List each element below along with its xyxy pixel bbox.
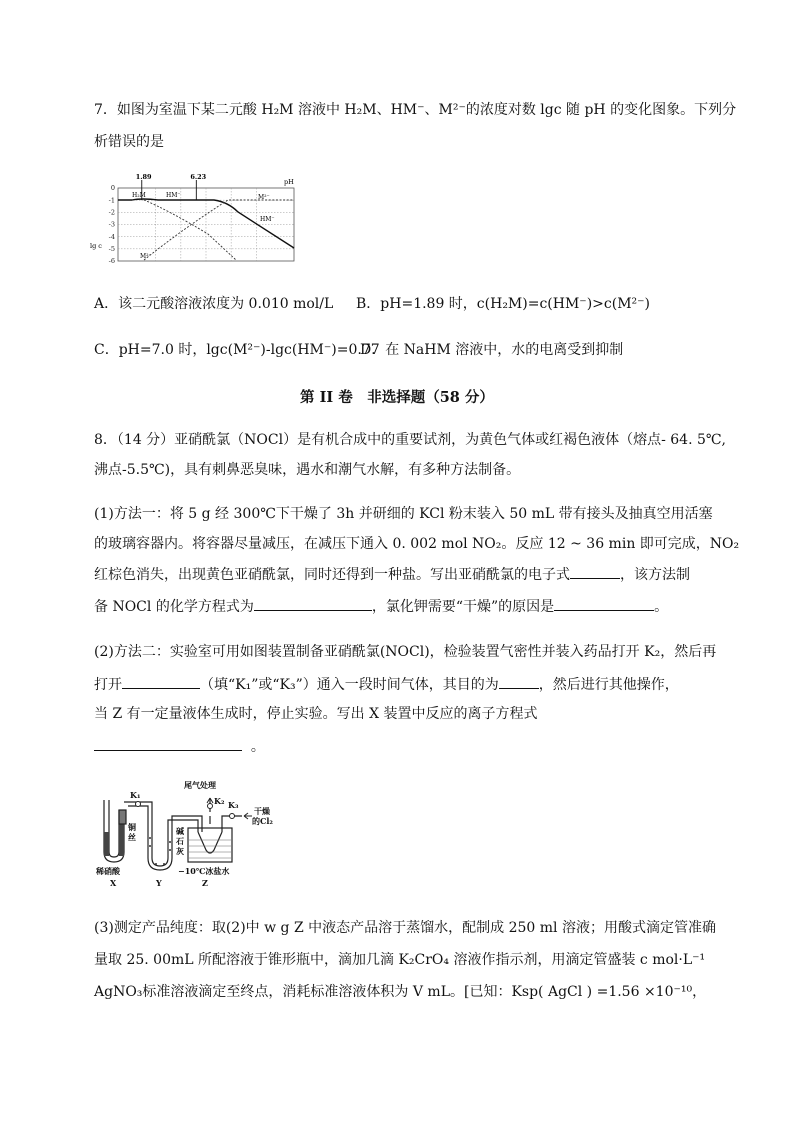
annot-m2-bottom: M²⁻ [140,253,152,260]
q8-p1-line3-text: 红棕色消失，出现黄色亚硝酰氯，同时还得到一种盐。写出亚硝酰氯的电子式 [94,567,570,583]
x-axis-label: pH [284,178,294,186]
y-tick-label: 0 [110,184,115,193]
q8-p3-line2: 量取 25. 00mL 所配溶液于锥形瓶中，滴加几滴 K₂CrO₄ 溶液作指示剂，用滴定管盛装 c mol·L⁻¹ [94,952,706,968]
q8-p2-line4 [94,736,265,757]
y-tick-label: -3 [108,220,115,229]
y-tick-label: -5 [108,245,115,254]
answer-blank-dry-reason[interactable] [554,596,654,611]
q8-p2-line4-end: 。 [250,739,265,755]
y-tick-label: -2 [108,208,115,217]
q8-intro-line2: 沸点-5.5℃)，具有刺鼻恶臭味，遇水和潮气水解，有多种方法制备。 [94,462,521,478]
y-tick-label: -1 [108,196,115,205]
q8-p1-line4-a: 备 NOCl 的化学方程式为 [94,599,254,615]
y-tick-label: -6 [108,257,115,266]
q8-p2-line2-a: 打开 [94,677,122,693]
valve-k2 [208,804,213,809]
valve-k1 [136,802,141,807]
section-title: 第 II 卷 非选择题（58 分） [300,389,494,406]
label-k1: K₁ [130,790,141,800]
z-beaker [188,828,232,862]
label-z: Z [202,878,208,888]
y-axis-label: lg c [90,242,102,250]
copper-wire [119,810,126,824]
annot-m2-top: M²⁻ [258,194,270,201]
q7-stem-line2: 析错误的是 [94,134,164,150]
annot-h2m: H₂M [132,192,146,199]
q8-p3-line3: AgNO₃标准溶液滴定至终点，消耗标准溶液体积为 V mL。[已知：Ksp( AgCl ) =1.56 ×10⁻¹⁰， [94,984,707,1000]
q8-p1-line3-end: ，该方法制 [620,567,690,583]
marker-label: 6.23 [190,173,207,181]
q8-p1-line4-b: ，氯化钾需要“干燥”的原因是 [371,599,555,615]
annot-hm-right: HM⁻ [260,216,275,223]
label-x: X [110,878,117,888]
label-k2: K₂ [214,796,225,806]
label-ice-bath: −10℃冰盐水 [178,866,230,876]
q8-p1-line2: 的玻璃容器内。将容器尽量减压，在减压下通入 0. 002 mol NO₂。反应 12 ~ 36 min 即可完成，NO₂ [94,536,740,552]
label-tail-gas: 尾气处理 [184,780,216,790]
q8-intro-line1: 8．（14 分）亚硝酰氯（NOCl）是有机合成中的重要试剂，为黄色气体或红褐色液体（熔点- 64. 5℃, [94,432,727,448]
q7-option-b: B．pH=1.89 时，c(H₂M)=c(HM⁻)>c(M²⁻) [356,296,650,312]
q8-p2-line2 [94,674,679,695]
label-dry: 干燥 [254,806,270,816]
marker-label: 1.89 [135,173,152,181]
series-curve-m2-rise [144,200,294,260]
arrow-cl2-in-icon [244,813,252,819]
label-copper-2: 丝 [128,832,136,842]
label-soda-1: 碱 [176,826,184,836]
q8-p1-line4 [94,596,668,617]
q8-p2-line3: 当 Z 有一定量液体生成时，停止实验。写出 X 装置中反应的离子方程式 [94,706,538,722]
label-y: Y [156,878,162,888]
answer-blank-ionic-equation[interactable] [94,736,242,751]
q7-stem-line1: 7．如图为室温下某二元酸 H₂M 溶液中 H₂M、HM⁻、M²⁻的浓度对数 lgc 随 pH 的变化图象。下列分 [94,102,737,118]
valve-k3 [230,814,235,819]
label-cl2: 的Cl₂ [252,816,273,826]
y-tick-label: -4 [108,232,115,241]
answer-blank-valve[interactable] [122,674,200,689]
q7-option-c: C．pH=7.0 时，lgc(M²⁻)-lgc(HM⁻)=0.77 [94,342,380,358]
q8-p1-line3 [94,564,690,585]
answer-blank-electron-formula[interactable] [570,564,620,579]
z-vtube [198,832,222,853]
q8-p1-line1: (1)方法一：将 5 g 经 300℃下干燥了 3h 并研细的 KCl 粉末装入 50 mL 带有接头及抽真空用活塞 [94,506,713,522]
apparatus-diagram [92,776,282,888]
q8-p2-line2-c: ，然后进行其他操作， [538,677,679,693]
x-acid-fill [104,832,109,856]
answer-blank-equation[interactable] [254,596,372,611]
annot-hm-top: HM⁻ [166,192,181,199]
answer-blank-purpose[interactable] [499,674,539,689]
q7-chart [88,172,308,268]
q7-option-d: D．在 NaHM 溶液中，水的电离受到抑制 [360,342,624,358]
q8-p1-line4-c: 。 [654,599,669,615]
q8-p3-line1: (3)测定产品纯度：取(2)中 w g Z 中液态产品溶于蒸馏水，配制成 250 ml 溶液；用酸式滴定管准确 [94,920,716,936]
label-dilute-acid: 稀硝酸 [96,866,120,876]
label-soda-3: 灰 [176,846,184,856]
label-copper-1: 铜 [128,822,136,832]
series-curve-h2m-decline [144,200,236,260]
q7-option-a: A．该二元酸溶液浓度为 0.010 mol/L [94,296,334,312]
label-soda-2: 石 [176,836,184,846]
q8-p2-line1: (2)方法二：实验室可用如图装置制备亚硝酰氯(NOCl)，检验装置气密性并装入药品打开 K₂，然后再 [94,644,717,660]
q8-p2-line2-b: （填“K₁”或“K₃”）通入一段时间气体，其目的为 [200,677,499,693]
label-k3: K₃ [228,800,239,810]
